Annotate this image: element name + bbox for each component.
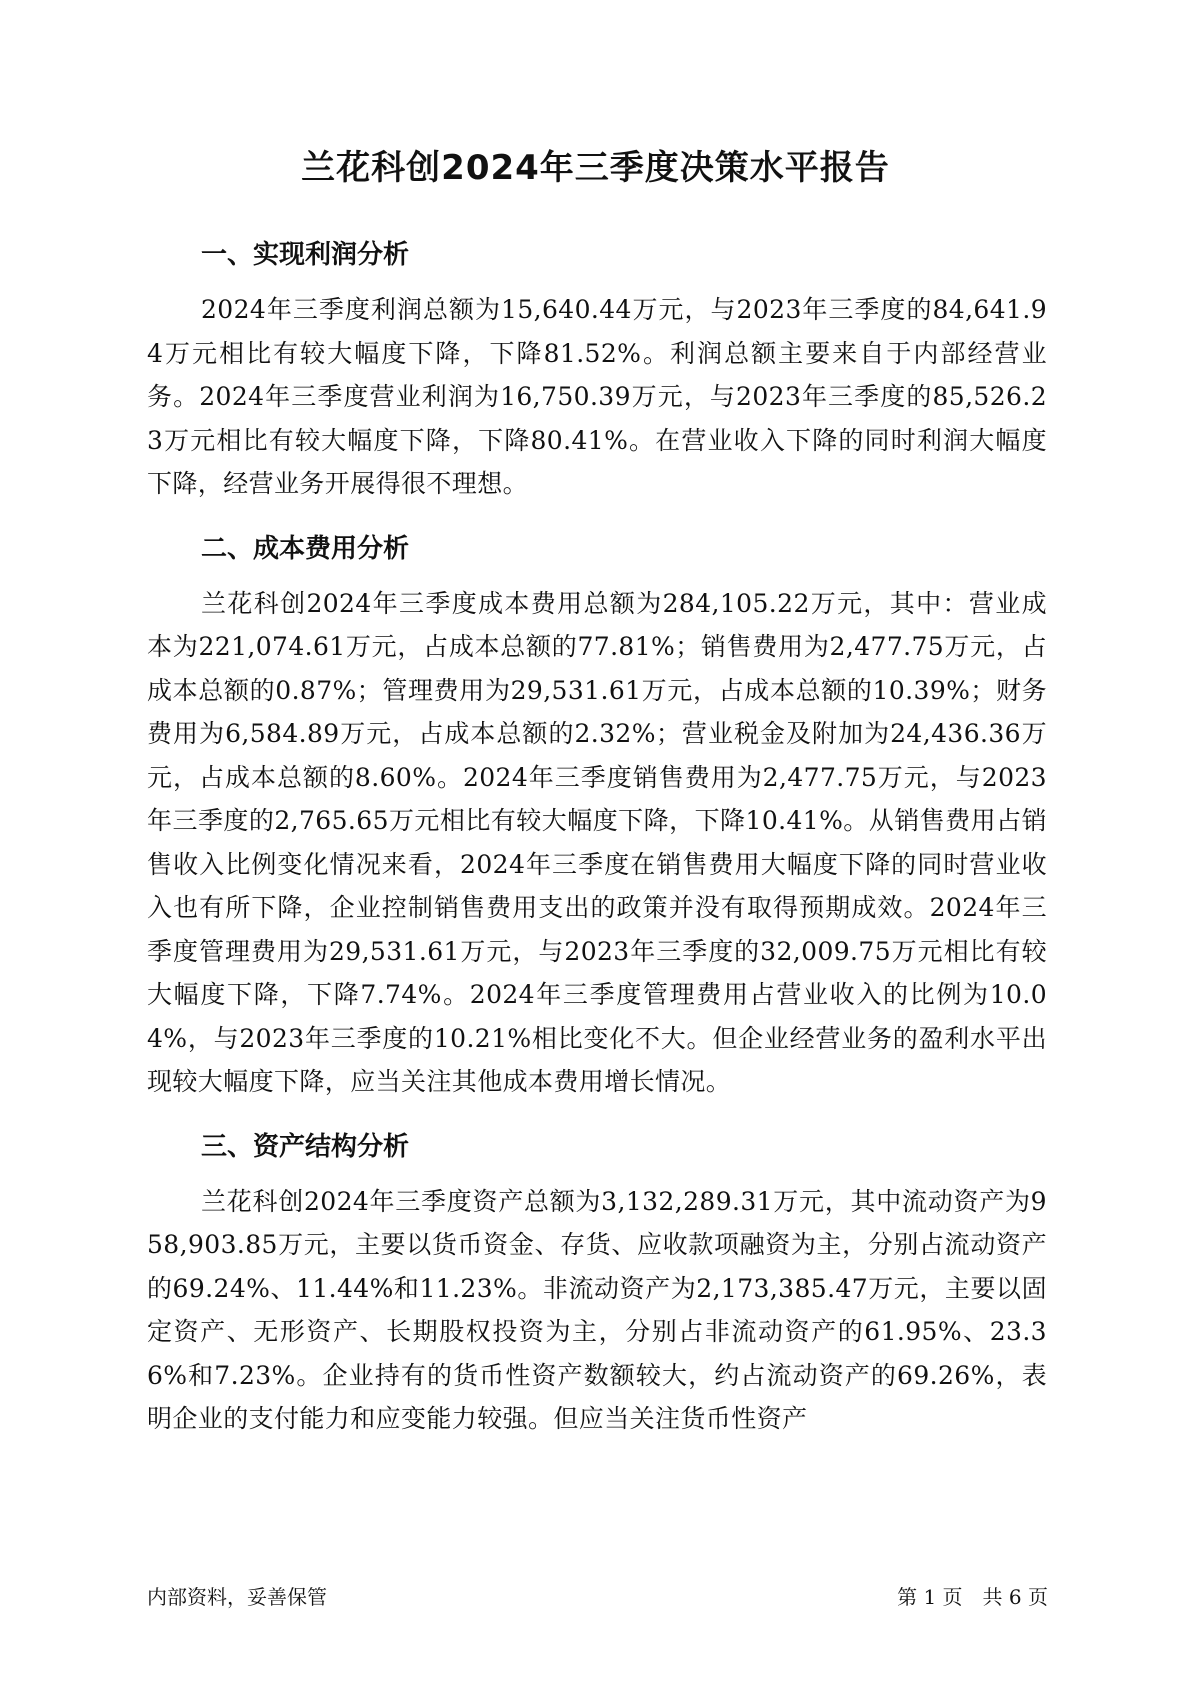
- section-cost-analysis: [147, 520, 1047, 1104]
- document-title: 兰花科创2024年三季度决策水平报告: [301, 148, 890, 188]
- section-paragraph: 兰花科创2024年三季度资产总额为3,132,289.31万元，其中流动资产为958,903.85万元，主要以货币资金、存货、应收款项融资为主，分别占流动资产的69.24%、11.44%和11.23%。非流动资产为2,173,385.47万元，主要以固定资产、无形资产、长期股权投资为主，分别占非流动资产的61.95%、23.36%和7.23%。企业持有的货币性资产数额较大，约占流动资产的69.26%，表明企业的支付能力和应变能力较强。但应当关注货币性资产: [147, 1186, 1047, 1433]
- section-heading: 三、资产结构分析: [201, 1131, 410, 1162]
- document-body: [147, 226, 1047, 1455]
- section-heading: 一、实现利润分析: [201, 240, 410, 270]
- section-heading: 二、成本费用分析: [201, 533, 410, 564]
- footer-confidential-note: 内部资料，妥善保管: [147, 1585, 327, 1609]
- section-paragraph: 2024年三季度利润总额为15,640.44万元，与2023年三季度的84,641.94万元相比有较大幅度下降，下降81.52%。利润总额主要来自于内部经营业务。2024年三季度营业利润为16,750.39万元，与2023年三季度的85,526.23万元相比有较大幅度下降，下降80.41%。在营业收入下降的同时利润大幅度下降，经营业务开展得很不理想。: [147, 295, 1047, 498]
- section-profit-analysis: [147, 226, 1047, 506]
- section-asset-structure: [147, 1118, 1047, 1441]
- footer-page-number: 第 1 页 共 6 页: [897, 1585, 1048, 1609]
- section-paragraph: 兰花科创2024年三季度成本费用总额为284,105.22万元，其中：营业成本为221,074.61万元，占成本总额的77.81%；销售费用为2,477.75万元，占成本总额的0.87%；管理费用为29,531.61万元，占成本总额的10.39%；财务费用为6,584.89万元，占成本总额的2.32%；营业税金及附加为24,436.36万元，占成本总额的8.60%。2024年三季度销售费用为2,477.75万元，与2023年三季度的2,765.65万元相比有较大幅度下降，下降10.41%。从销售费用占销售收入比例变化情况来看，2024年三季度在销售费用大幅度下降的同时营业收入也有所下降，企业控制销售费用支出的政策并没有取得预期成效。2024年三季度管理费用为29,531.61万元，与2023年三季度的32,009.75万元相比有较大幅度下降，下降7.74%。2024年三季度管理费用占营业收入的比例为10.04%，与2023年三季度的10.21%相比变化不大。但企业经营业务的盈利水平出现较大幅度下降，应当关注其他成本费用增长情况。: [147, 588, 1047, 1096]
